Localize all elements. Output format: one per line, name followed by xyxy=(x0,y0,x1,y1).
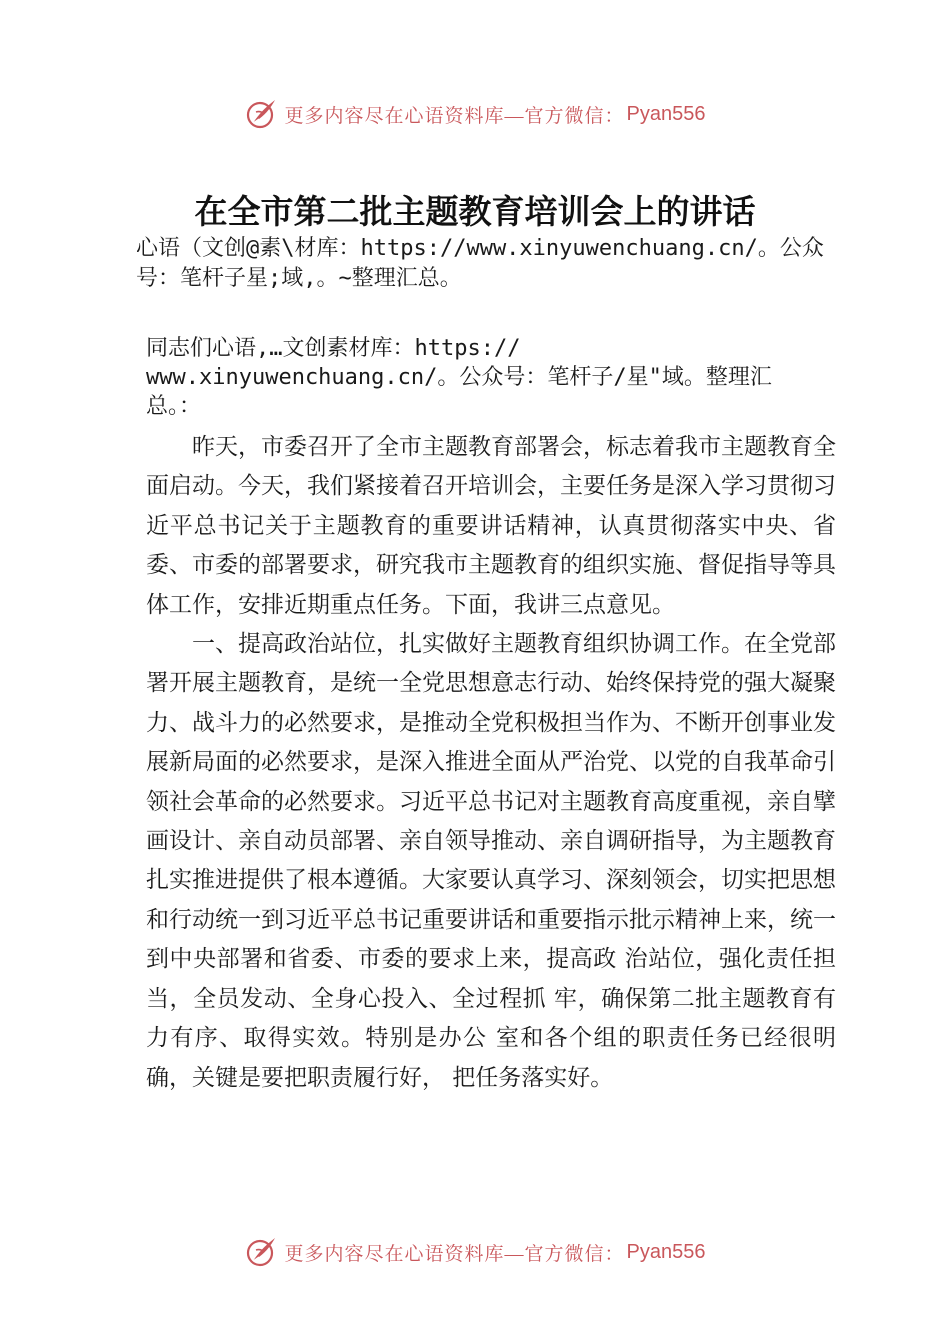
paragraph: 一、提高政治站位，扎实做好主题教育组织协调工作。在全党部署开展主题教育，是统一全党思想意志行动、始终保持党的强大凝聚力、战斗力的必然要求，是推动全党积极担当作为、不断开创事业发展新局面的必然要求，是深入推进全面从严治党、以党的自我革命引领社会革命的必然要求。习近平总书记对主题教育高度重视，亲自擘画设计、亲自动员部署、亲自领导推动、亲自调研指导，为主题教育扎实推进提供了根本遵循。大家要认真学习、深刻领会，切实把思想和行动统一到习近平总书记重要讲话和重要指示批示精神上来，统一到中央部署和省委、市委的要求上来，提高政 治站位，强化责任担当，全员发动、全身心投入、全过程抓 牢，确保第二批主题教育有力有序、取得实效。特别是办公 室和各个组的职责任务已经很明确，关键是要把职责履行好， 把任务落实好。 xyxy=(146,631,836,1091)
footer-banner xyxy=(0,1232,950,1272)
footer-banner-text: 更多内容尽在心语资料库—官方微信： xyxy=(284,1243,625,1265)
greeting: 同志们心语,…文创素材库：https:// www.xinyuwenchuang.cn/。公众号：笔杆子/星"域。整理汇总。： xyxy=(146,336,772,419)
source-note: 心语（文创@素\材库：https://www.xinyuwenchuang.cn/。公众号：笔杆子星;域,。~整理汇总。 xyxy=(136,236,824,291)
paragraph: 昨天，市委召开了全市主题教育部署会，标志着我市主题教育全面启动。今天，我们紧接着召开培训会，主要任务是深入学习贯彻习近平总书记关于主题教育的重要讲话精神，认真贯彻落实中央、省委、市委的部署要求，研究我市主题教育的组织实施、督促指导等具体工作，安排近期重点任务。下面，我讲三点意见。 xyxy=(146,434,836,618)
quill-pen-logo-icon xyxy=(245,97,279,131)
document-body xyxy=(146,428,836,1098)
quill-pen-logo-icon xyxy=(245,1235,279,1269)
document-title: 在全市第二批主题教育培训会上的讲话 xyxy=(194,192,756,231)
header-banner-text: 更多内容尽在心语资料库—官方微信： xyxy=(284,105,625,127)
footer-wechat-id: Pyan556 xyxy=(626,1240,706,1263)
header-wechat-id: Pyan556 xyxy=(626,102,706,125)
header-banner xyxy=(0,94,950,134)
